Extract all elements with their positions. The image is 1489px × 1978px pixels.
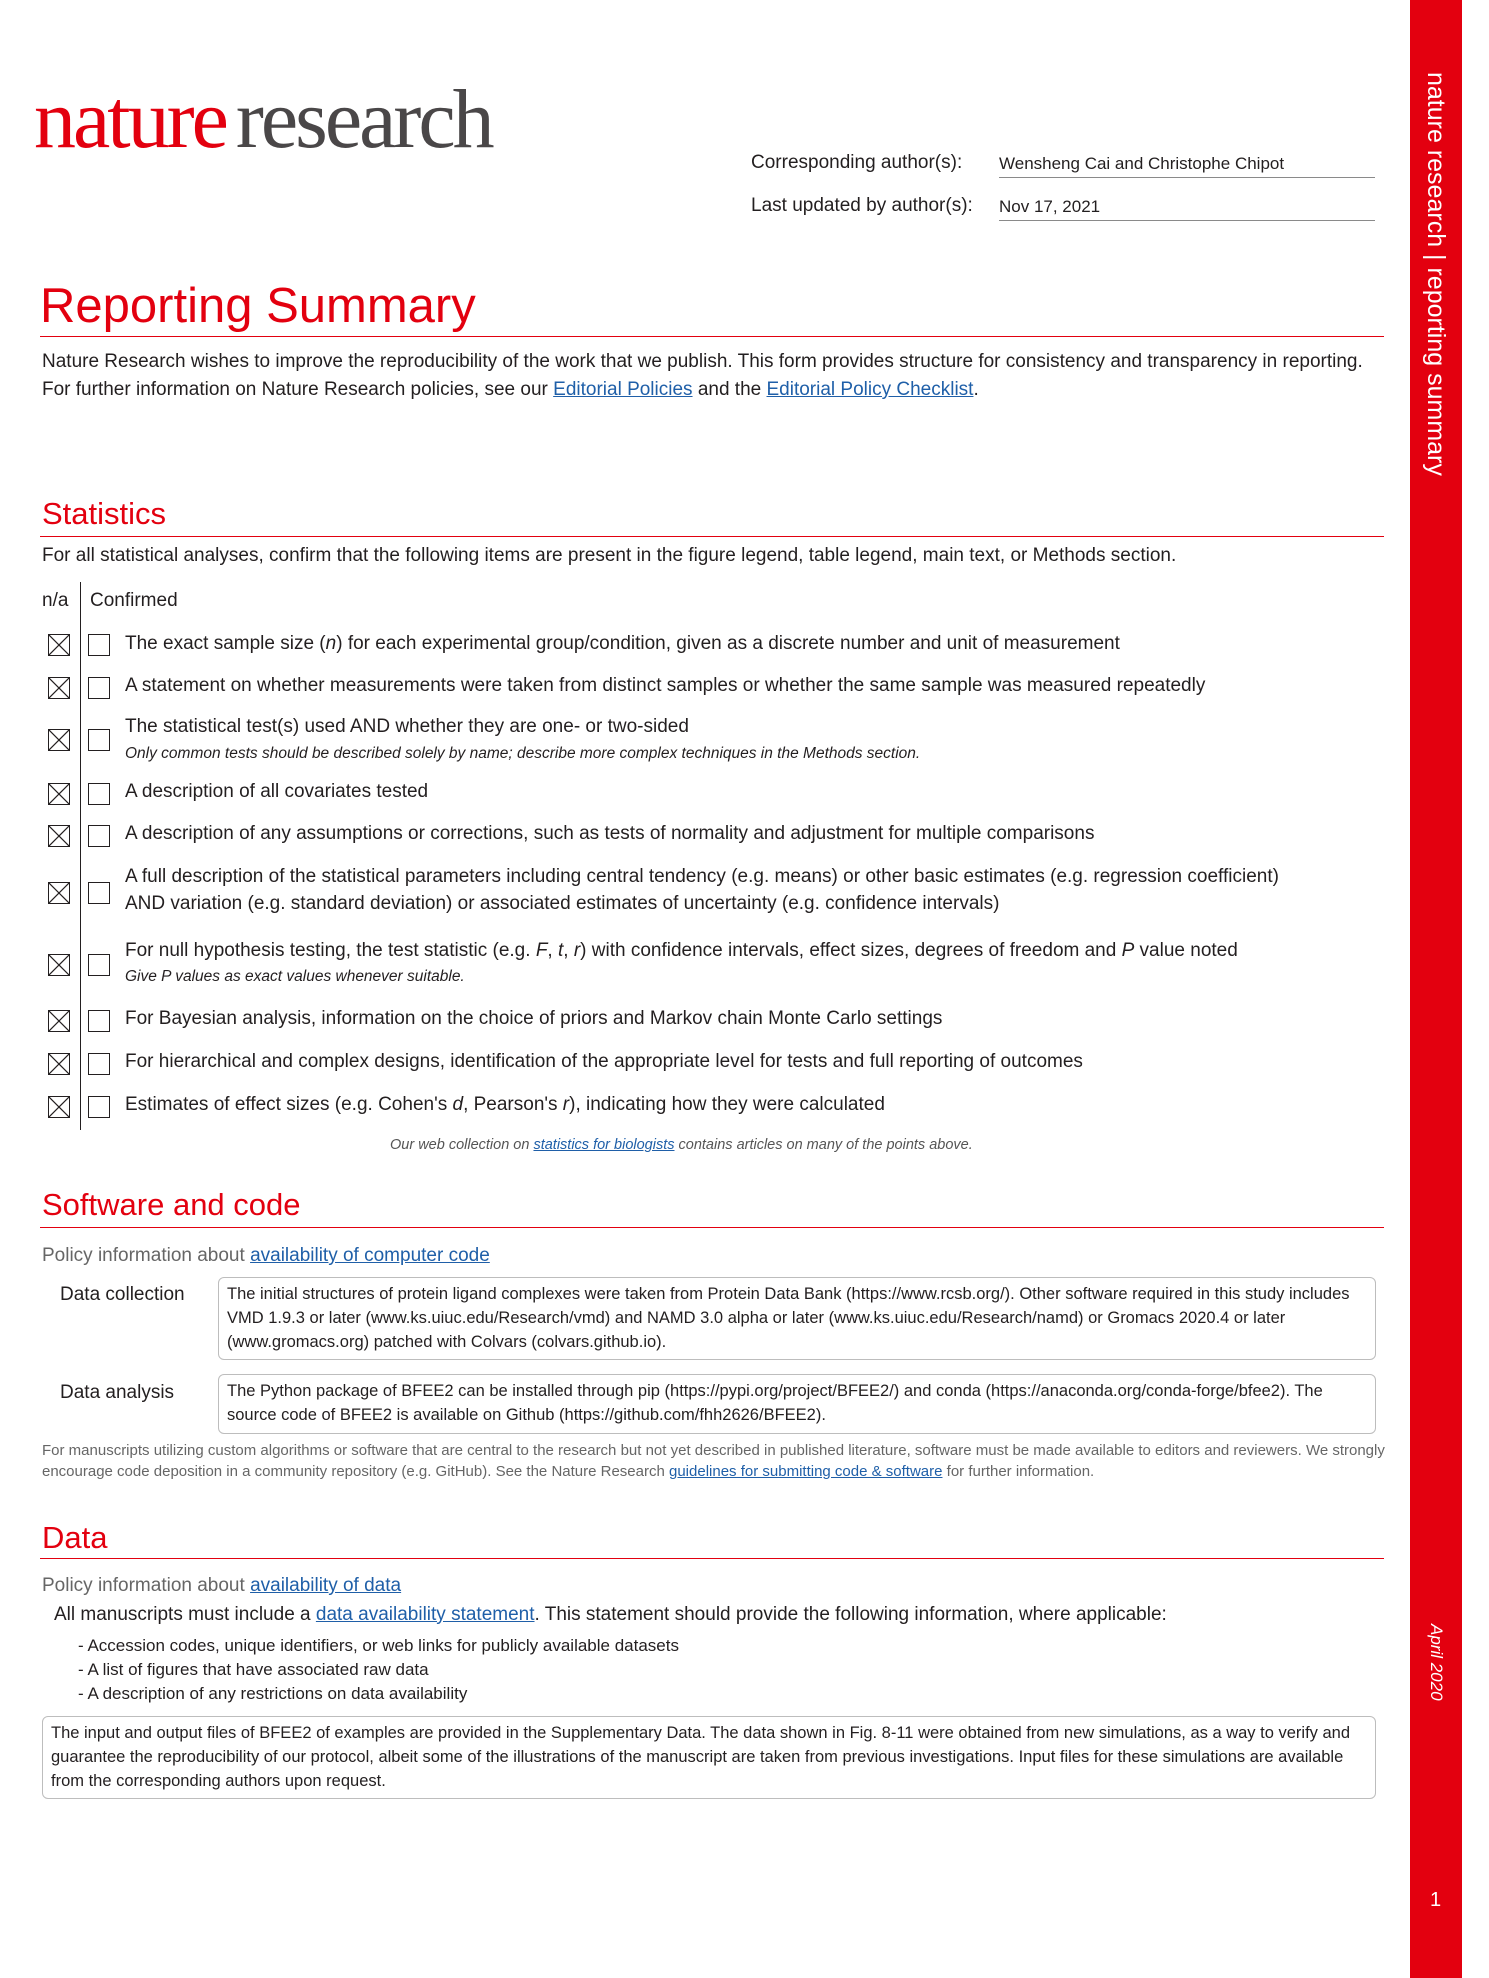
data-policy: Policy information about availability of data xyxy=(42,1575,402,1596)
confirmed-checkbox[interactable] xyxy=(88,1010,110,1032)
confirmed-checkbox[interactable] xyxy=(88,729,110,751)
nature-research-logo: nature research xyxy=(34,73,492,166)
data-availability-field[interactable]: The input and output files of BFEE2 of examples are provided in the Supplementary Data. The data shown in Fig. 8-11 were obtained from new simulations, as a way to verify and guarantee the reproducibility of our protocol, albeit some of the illustrations of the manuscript are taken from previous investigations. Input files for these simulations are available from the corresponding authors upon request. xyxy=(42,1716,1376,1799)
column-divider xyxy=(80,582,81,1130)
intro-paragraph: Nature Research wishes to improve the reproducibility of the work that we publish. This form provides structure for consistency and transparency in reporting. For further information on Nature Research policies, see our Editorial Policies and the Editorial Policy Checklist. xyxy=(42,351,1363,400)
confirmed-checkbox[interactable] xyxy=(88,783,110,805)
confirmed-checkbox[interactable] xyxy=(88,825,110,847)
cross-icon xyxy=(49,678,69,698)
cross-icon xyxy=(49,730,69,750)
logo-research: research xyxy=(235,73,492,166)
na-checkbox-checked[interactable] xyxy=(48,1096,70,1118)
na-checkbox-checked[interactable] xyxy=(48,634,70,656)
software-heading: Software and code xyxy=(42,1187,301,1222)
stat-item-distinct-samples: A statement on whether measurements were taken from distinct samples or whether the same sample was measured repeatedly xyxy=(125,675,1206,696)
data-bullet-restrictions: - A description of any restrictions on data availability xyxy=(78,1684,468,1703)
sidebar-date: April 2020 xyxy=(1427,1624,1446,1701)
confirmed-checkbox[interactable] xyxy=(88,954,110,976)
corresponding-author-label: Corresponding author(s): xyxy=(751,152,963,173)
statistics-footer-note: Our web collection on statistics for biologists contains articles on many of the points above. xyxy=(390,1137,973,1153)
na-checkbox-checked[interactable] xyxy=(48,783,70,805)
stat-item-null-hypothesis-note: Give P values as exact values whenever suitable. xyxy=(125,968,465,985)
data-collection-field[interactable]: The initial structures of protein ligand complexes were taken from Protein Data Bank (https://www.rcsb.org/). Other software required in this study includes VMD 1.9.3 or later (www.ks.uiuc.edu/Research/vmd) and NAMD 3.0 alpha or later (www.ks.uiuc.edu/Research/namd) or Gromacs 2020.4 or later (www.gromacs.org) patched with Colvars (colvars.github.io). xyxy=(218,1277,1376,1360)
statistics-instruction: For all statistical analyses, confirm that the following items are present in the figure legend, table legend, main text, or Methods section. xyxy=(42,545,1177,566)
cross-icon xyxy=(49,1011,69,1031)
stat-item-bayesian: For Bayesian analysis, information on the choice of priors and Markov chain Monte Carlo settings xyxy=(125,1008,943,1029)
na-checkbox-checked[interactable] xyxy=(48,677,70,699)
title-rule xyxy=(40,336,1384,337)
last-updated-field[interactable]: Nov 17, 2021 xyxy=(999,197,1375,221)
stat-item-sample-size: The exact sample size (n) for each experimental group/condition, given as a discrete number and unit of measurement xyxy=(125,633,1120,654)
confirmed-checkbox[interactable] xyxy=(88,1053,110,1075)
cross-icon xyxy=(49,784,69,804)
stat-item-parameters: A full description of the statistical parameters including central tendency (e.g. means) or other basic estimates (e.g. regression coefficient) xyxy=(125,866,1279,887)
code-guidelines-link[interactable]: guidelines for submitting code & software xyxy=(669,1463,943,1480)
data-rule xyxy=(40,1558,1384,1559)
availability-of-code-link[interactable]: availability of computer code xyxy=(250,1245,490,1266)
confirmed-checkbox[interactable] xyxy=(88,677,110,699)
na-checkbox-checked[interactable] xyxy=(48,954,70,976)
cross-icon xyxy=(49,883,69,903)
stat-item-statistical-tests: The statistical test(s) used AND whether they are one- or two-sided xyxy=(125,716,689,737)
sidebar-title: nature research | reporting summary xyxy=(1422,72,1450,476)
na-checkbox-checked[interactable] xyxy=(48,729,70,751)
data-bullet-figures: - A list of figures that have associated raw data xyxy=(78,1660,429,1679)
statistics-heading: Statistics xyxy=(42,496,167,531)
na-checkbox-checked[interactable] xyxy=(48,1053,70,1075)
stat-item-hierarchical: For hierarchical and complex designs, identification of the appropriate level for tests and full reporting of outcomes xyxy=(125,1051,1083,1072)
cross-icon xyxy=(49,826,69,846)
stat-item-assumptions: A description of any assumptions or corrections, such as tests of normality and adjustment for multiple comparisons xyxy=(125,823,1095,844)
data-collection-label: Data collection xyxy=(60,1284,185,1305)
cross-icon xyxy=(49,1097,69,1117)
data-analysis-field[interactable]: The Python package of BFEE2 can be installed through pip (https://pypi.org/project/BFEE2/) and conda (https://anaconda.org/conda-forge/bfee2). The source code of BFEE2 is available on Github (https://github.com/fhh2626/BFEE2). xyxy=(218,1374,1376,1434)
cross-icon xyxy=(49,955,69,975)
data-heading: Data xyxy=(42,1520,108,1555)
na-checkbox-checked[interactable] xyxy=(48,1010,70,1032)
page-title: Reporting Summary xyxy=(40,279,476,333)
software-manuscript-note: For manuscripts utilizing custom algorithms or software that are central to the research but not yet described in published literature, software must be made available to editors and reviewers. We strongly encourage code deposition in a community repository (e.g. GitHub). See the Nature Research guidelines for submitting code & software for further information. xyxy=(42,1442,1385,1480)
col-confirmed-header: Confirmed xyxy=(90,590,178,611)
confirmed-checkbox[interactable] xyxy=(88,882,110,904)
editorial-policy-checklist-link[interactable]: Editorial Policy Checklist xyxy=(766,379,974,400)
data-availability-statement-link[interactable]: data availability statement xyxy=(315,1604,535,1625)
page-number: 1 xyxy=(1430,1889,1442,1911)
corresponding-author-field[interactable]: Wensheng Cai and Christophe Chipot xyxy=(999,154,1375,178)
cross-icon xyxy=(49,635,69,655)
data-bullet-accession: - Accession codes, unique identifiers, or web links for publicly available datasets xyxy=(78,1636,679,1655)
na-checkbox-checked[interactable] xyxy=(48,825,70,847)
last-updated-label: Last updated by author(s): xyxy=(751,195,973,216)
stat-item-null-hypothesis: For null hypothesis testing, the test statistic (e.g. F, t, r) with confidence intervals, effect sizes, degrees of freedom and P value noted xyxy=(125,940,1238,961)
stat-item-statistical-tests-note: Only common tests should be described solely by name; describe more complex techniques in the Methods section. xyxy=(125,745,921,762)
editorial-policies-link[interactable]: Editorial Policies xyxy=(553,379,693,400)
statistics-for-biologists-link[interactable]: statistics for biologists xyxy=(533,1137,675,1153)
na-checkbox-checked[interactable] xyxy=(48,882,70,904)
confirmed-checkbox[interactable] xyxy=(88,634,110,656)
availability-of-data-link[interactable]: availability of data xyxy=(250,1575,402,1596)
stat-item-parameters-line2: AND variation (e.g. standard deviation) or associated estimates of uncertainty (e.g. confidence intervals) xyxy=(125,893,1000,914)
confirmed-checkbox[interactable] xyxy=(88,1096,110,1118)
cross-icon xyxy=(49,1054,69,1074)
software-rule xyxy=(40,1227,1384,1228)
data-statement-instruction: All manuscripts must include a data availability statement. This statement should provide the following information, where applicable: xyxy=(54,1604,1167,1625)
stat-item-covariates: A description of all covariates tested xyxy=(125,781,429,802)
col-na-header: n/a xyxy=(42,590,69,611)
software-policy: Policy information about availability of computer code xyxy=(42,1245,490,1266)
data-analysis-label: Data analysis xyxy=(60,1382,175,1403)
statistics-rule xyxy=(40,536,1384,537)
stat-item-effect-sizes: Estimates of effect sizes (e.g. Cohen's d, Pearson's r), indicating how they were calculated xyxy=(125,1094,885,1115)
